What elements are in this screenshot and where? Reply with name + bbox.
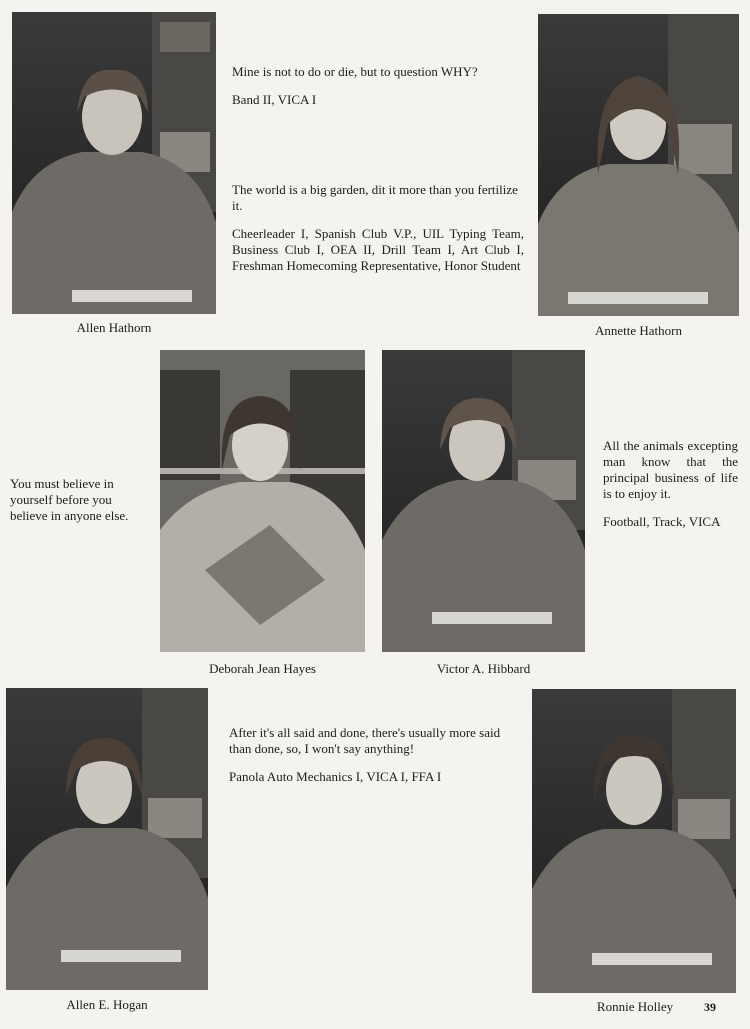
activities-allen-hogan: Panola Auto Mechanics I, VICA I, FFA I xyxy=(229,769,442,784)
portrait-victor-hibbard xyxy=(382,350,585,652)
name-allen-hogan: Allen E. Hogan xyxy=(66,997,148,1012)
quote-annette-hathorn: The world is a big garden, dit it more than you fertilize it. xyxy=(232,182,518,213)
activities-allen-hathorn: Band II, VICA I xyxy=(232,92,317,107)
name-allen-hathorn: Allen Hathorn xyxy=(76,320,152,335)
portrait-deborah-hayes xyxy=(160,350,365,652)
activities-annette-hathorn: Cheerleader I, Spanish Club V.P., UIL Typing Team, Business Club I, OEA II, Drill Team I, Art Club I, Freshman Homecoming Representative, Honor Student xyxy=(232,226,524,273)
name-annette-hathorn: Annette Hathorn xyxy=(594,323,682,338)
quote-deborah-hayes: You must believe in yourself before you believe in anyone else. xyxy=(10,476,129,523)
name-deborah-hayes: Deborah Jean Hayes xyxy=(209,661,316,676)
quote-allen-hathorn: Mine is not to do or die, but to question WHY? xyxy=(232,64,478,79)
portrait-annette-hathorn xyxy=(538,14,739,316)
quote-allen-hogan-block xyxy=(229,725,521,797)
quote-annette-hathorn-block xyxy=(232,182,524,286)
quote-victor-hibbard: All the animals excepting man know that the principal business of life is to enjoy it. xyxy=(603,438,738,501)
quote-allen-hogan: After it's all said and done, there's usually more said than done, so, I won't say anything! xyxy=(229,725,501,756)
portrait-allen-hogan xyxy=(6,688,208,990)
page-number: 39 xyxy=(704,1000,716,1014)
quote-deborah-hayes-block xyxy=(10,476,150,536)
quote-allen-hathorn-block xyxy=(232,64,522,120)
portrait-ronnie-holley xyxy=(532,689,736,993)
activities-victor-hibbard: Football, Track, VICA xyxy=(603,514,721,529)
portrait-allen-hathorn xyxy=(12,12,216,314)
name-victor-hibbard: Victor A. Hibbard xyxy=(436,661,531,676)
name-ronnie-holley: Ronnie Holley xyxy=(596,999,674,1014)
quote-victor-hibbard-block xyxy=(603,438,738,542)
